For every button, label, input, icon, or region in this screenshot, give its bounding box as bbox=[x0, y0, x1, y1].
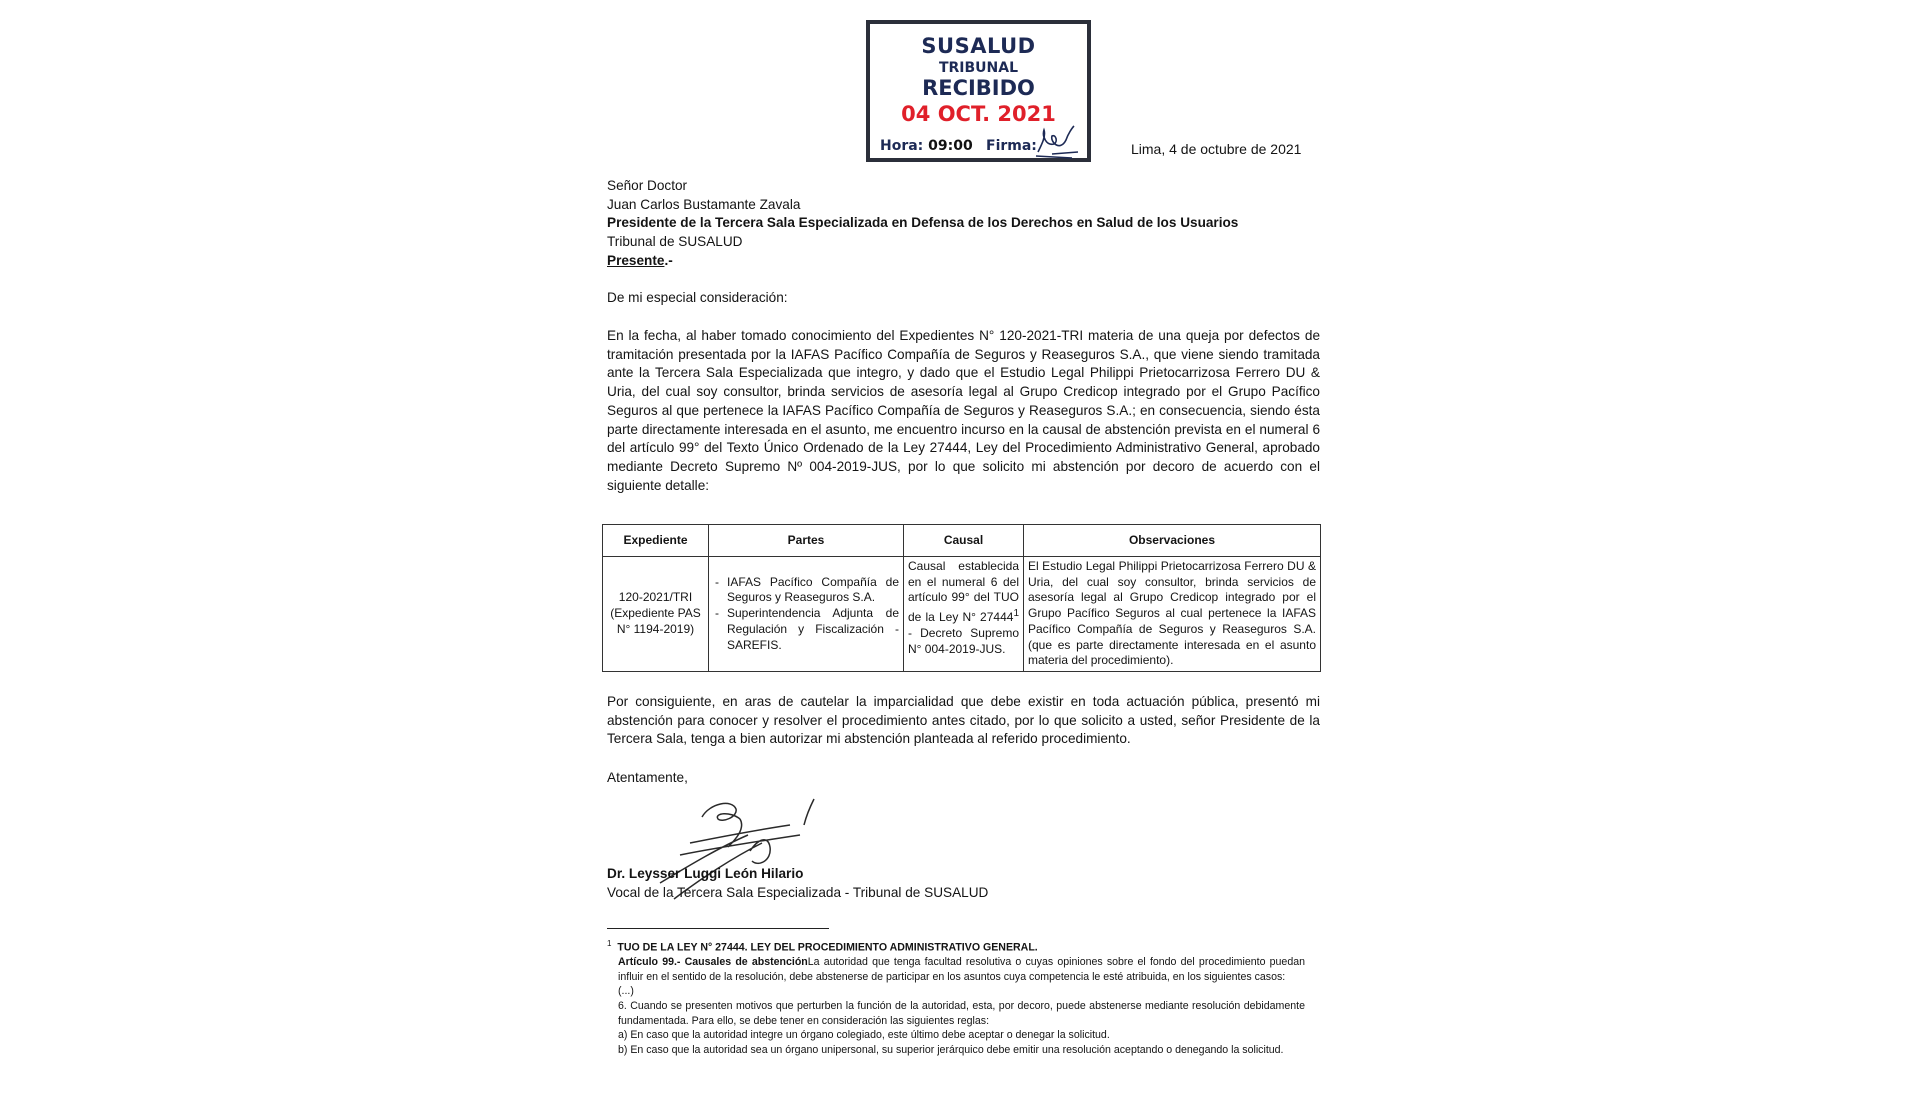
footnote-article-text: La autoridad que tenga facultad resolutiva o cuyas opiniones sobre el fondo del procedimiento puedan influir en el sentido de la resolución, debe abstenerse de participar en los asuntos cuya competencia le esté atribuida, en los siguientes casos: bbox=[618, 956, 1306, 983]
stamp-hora-value: 09:00 bbox=[928, 138, 973, 154]
footnote-divider bbox=[607, 928, 829, 929]
presente-line bbox=[607, 252, 1320, 271]
stamp-date: 04 OCT. 2021 bbox=[901, 102, 1056, 126]
greeting: De mi especial consideración: bbox=[607, 290, 788, 305]
paragraph-1: En la fecha, al haber tomado conocimiento del Expedientes N° 120-2021-TRI materia de una queja por defectos de tramitación presentada por la IAFAS Pacífico Compañía de Seguros y Reaseguros S.A., que viene siendo tramitada ante la Tercera Sala Especializada que integro, y dado que el Estudio Legal Philippi Prietocarrizosa Ferrero DU & Uria, del cual soy consultor, brinda servicios de asesoría legal al Grupo Credicop integrado por el Grupo Pacífico Seguros al que pertenece la IAFAS Pacífico Compañía de Seguros y Reaseguros S.A.; en consecuencia, siendo ésta parte directamente interesada en el asunto, me encuentro incurso en la causal de abstención prevista en el numeral 6 del artículo 99° del Texto Único Ordenado de la Ley 27444, Ley del Procedimiento Administrativo General, aprobado mediante Decreto Supremo Nº 004-2019-JUS, por lo que solicito mi abstención por decoro de acuerdo con el siguiente detalle: bbox=[607, 328, 1320, 493]
stamp-status: RECIBIDO bbox=[922, 76, 1035, 100]
addressee-position: Presidente de la Tercera Sala Especializada en Defensa de los Derechos en Salud de los Usuarios bbox=[607, 215, 1239, 231]
presente-suffix: .- bbox=[664, 252, 673, 268]
causal-text-end: - Decreto Supremo N° 004-2019-JUS. bbox=[908, 625, 1019, 656]
cell-expediente bbox=[603, 557, 709, 672]
footnote-title-line bbox=[607, 937, 1305, 955]
parte-item: - IAFAS Pacífico Compañía de Seguros y Reaseguros S.A. bbox=[713, 575, 899, 606]
footnote-title: TUO DE LA LEY N° 27444. LEY DEL PROCEDIMIENTO ADMINISTRATIVO GENERAL. bbox=[617, 941, 1038, 954]
paragraph-2: Por consiguiente, en aras de cautelar la imparcialidad que debe existir en toda actuación pública, presentó mi abstención para conocer y resolver el procedimiento antes citado, por lo que solicito a usted, señor Presidente de la Tercera Sala, tenga a bien autorizar mi abstención planteada al referido procedimiento. bbox=[607, 694, 1320, 747]
footnote bbox=[607, 937, 1305, 1057]
causal-footnote-ref: 1 bbox=[1013, 608, 1019, 620]
footnote-rule-a: a) En caso que la autoridad integre un órgano colegiado, este último debe aceptar o denegar la solicitud. bbox=[618, 1029, 1110, 1042]
addressee-institution: Tribunal de SUSALUD bbox=[607, 234, 743, 250]
stamp-unit: TRIBUNAL bbox=[938, 60, 1019, 76]
table-row bbox=[603, 557, 1321, 672]
stamp-hora-label: Hora: bbox=[880, 138, 924, 154]
footnote-article bbox=[607, 955, 1305, 984]
signer-name: Dr. Leysser Luggi León Hilario bbox=[607, 866, 804, 881]
signer-role: Vocal de la Tercera Sala Especializada - Tribunal de SUSALUD bbox=[607, 885, 989, 900]
partes-list bbox=[713, 575, 899, 654]
date-line: Lima, 4 de octubre de 2021 bbox=[1131, 141, 1302, 157]
cell-observaciones: El Estudio Legal Philippi Prietocarrizosa Ferrero DU & Uria, del cual soy consultor, brinda servicios de asesoría legal al Grupo Credicop integrado por el Grupo Pacífico Seguros al cual pertenece la IAFAS Pacífico Compañía de Seguros y Reaseguros S.A. (que es parte directamente interesada en el asunto materia del procedimiento). bbox=[1024, 557, 1321, 672]
footnote-item6: 6. Cuando se presenten motivos que perturben la función de la autoridad, esta, por decoro, puede abstenerse mediante resolución debidamente fundamentada. Para ello, se debe tener en consideración las siguientes reglas: bbox=[618, 999, 1305, 1027]
stamp-signature-icon bbox=[1032, 122, 1084, 162]
footnote-ellipsis: (...) bbox=[618, 985, 634, 998]
causal-text: Causal establecida en el numeral 6 del artículo 99° del TUO de la Ley N° 27444 bbox=[908, 559, 1019, 625]
expediente-number: 120-2021/TRI bbox=[618, 590, 693, 605]
header-observaciones: Observaciones bbox=[1024, 525, 1321, 557]
parte-item: - Superintendencia Adjunta de Regulación y Fiscalización - SAREFIS. bbox=[713, 606, 899, 653]
footnote-number: 1 bbox=[607, 939, 612, 948]
header-expediente: Expediente bbox=[603, 525, 709, 557]
stamp-org: SUSALUD bbox=[921, 34, 1036, 58]
reception-stamp bbox=[866, 20, 1091, 162]
stamp-hora bbox=[880, 138, 973, 154]
addressee-salutation: Señor Doctor bbox=[607, 178, 688, 193]
abstention-table bbox=[602, 524, 1321, 672]
header-causal: Causal bbox=[904, 525, 1024, 557]
stamp-firma-label: Firma: bbox=[986, 138, 1037, 154]
cell-partes bbox=[709, 557, 904, 672]
footnote-article-label: Artículo 99.- Causales de abstención bbox=[618, 956, 808, 969]
table-header-row bbox=[603, 525, 1321, 557]
addressee-name: Juan Carlos Bustamante Zavala bbox=[607, 196, 801, 212]
expediente-pas: (Expediente PAS N° 1194-2019) bbox=[610, 606, 701, 636]
footnote-rule-b: b) En caso que la autoridad sea un órgano unipersonal, su superior jerárquico debe emitir una resolución aceptando o denegando la solicitud. bbox=[618, 1043, 1284, 1056]
addressee-block bbox=[607, 177, 1320, 271]
cell-causal bbox=[904, 557, 1024, 672]
header-partes: Partes bbox=[709, 525, 904, 557]
closing: Atentamente, bbox=[607, 770, 688, 785]
presente-word: Presente bbox=[607, 252, 665, 268]
